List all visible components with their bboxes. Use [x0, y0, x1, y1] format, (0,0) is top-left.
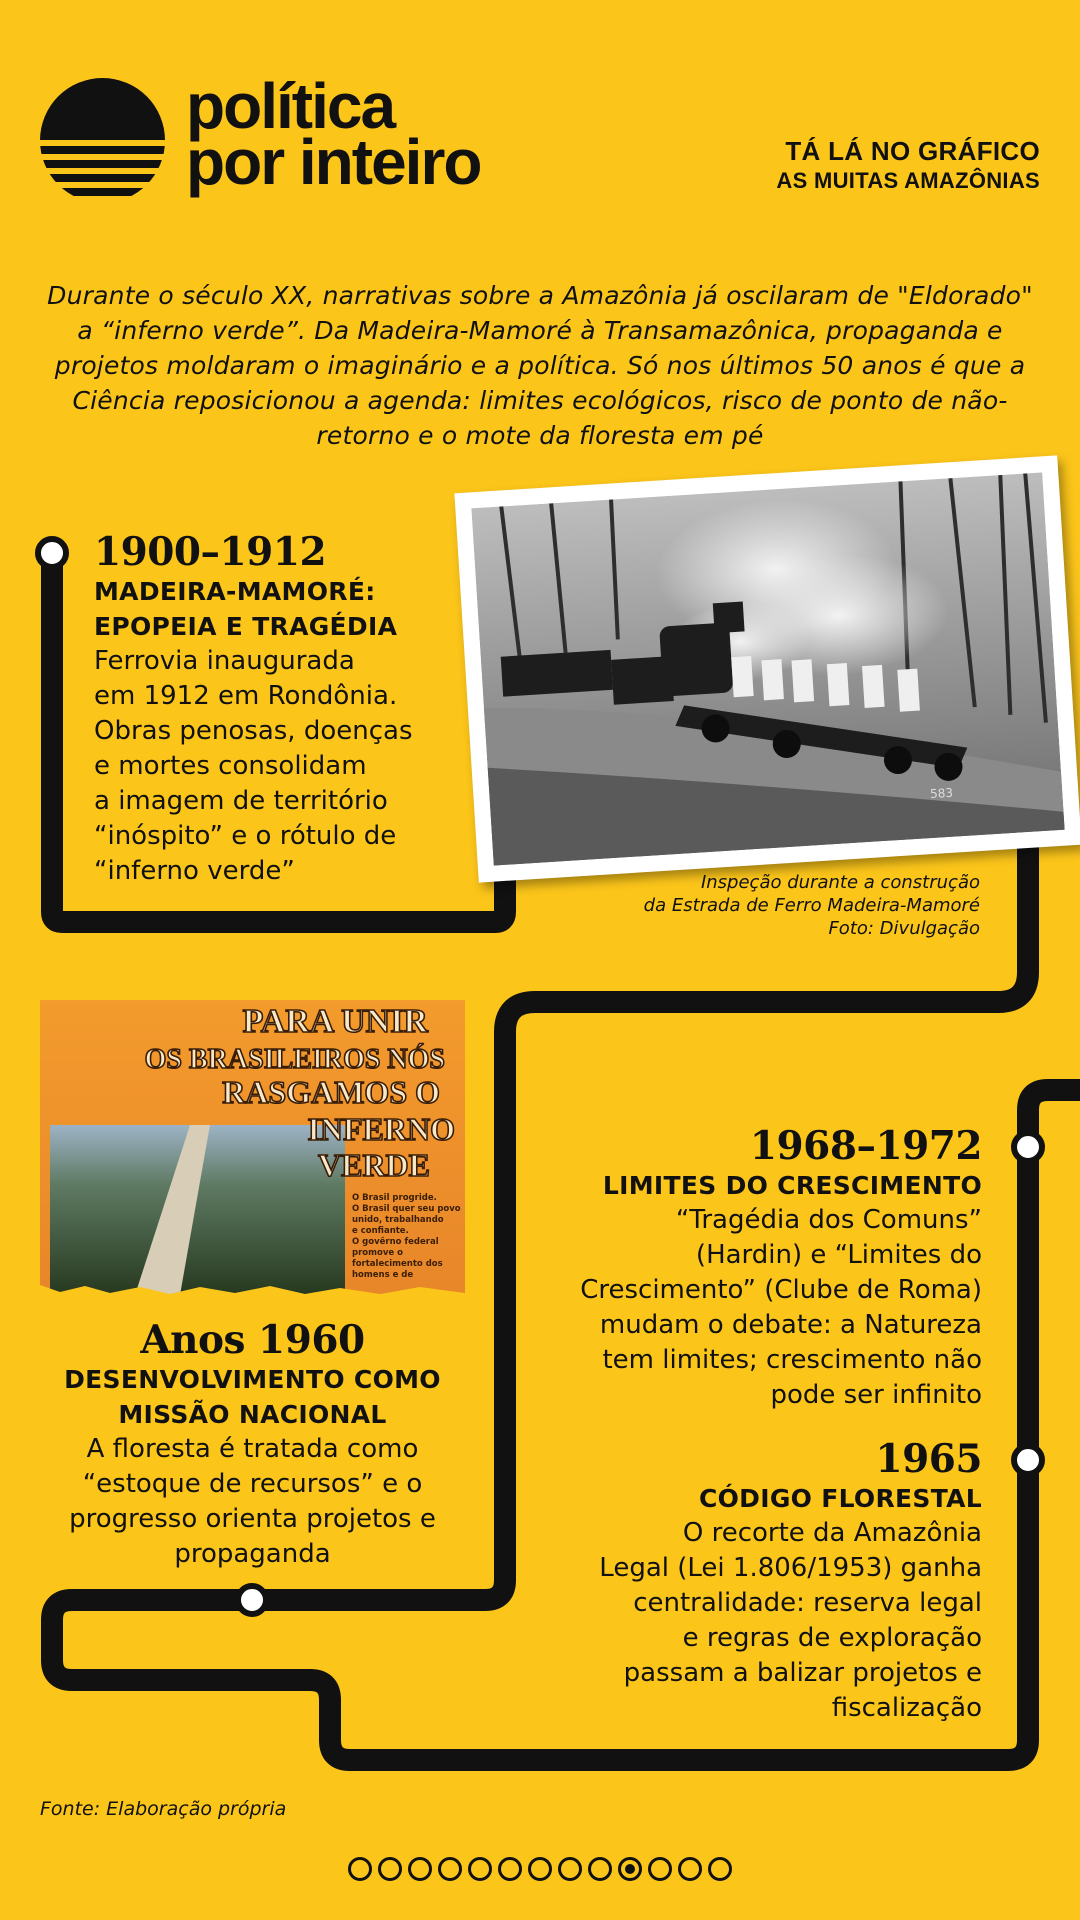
event-year: Anos 1960	[140, 1317, 365, 1363]
event-description	[520, 1203, 982, 1413]
desc-line: passam a balizar projetos e	[623, 1658, 982, 1688]
event-title: CÓDIGO FLORESTAL	[698, 1484, 982, 1513]
brand-name	[186, 70, 481, 198]
pagination-dot-7[interactable]	[528, 1857, 552, 1881]
pagination-dot-9[interactable]	[588, 1857, 612, 1881]
poster-body-4: e confiante.	[352, 1226, 409, 1236]
desc-line: (Hardin) e “Limites do	[695, 1240, 982, 1270]
desc-line: “inóspito” e o rótulo de	[94, 821, 397, 851]
desc-line: progresso orienta projetos e	[69, 1504, 436, 1534]
desc-line: “inferno verde”	[94, 856, 295, 886]
desc-line: mudam o debate: a Natureza	[599, 1310, 982, 1340]
event-1900-1912	[94, 530, 474, 889]
poster-headline-4: INFERNO	[307, 1111, 455, 1147]
desc-line: A floresta é tratada como	[86, 1434, 419, 1464]
event-title-line-2: MISSÃO NACIONAL	[118, 1400, 387, 1429]
poster-body-1: O Brasil progride.	[352, 1193, 437, 1203]
desc-line: “Tragédia dos Comuns”	[675, 1205, 982, 1235]
carousel-pagination	[348, 1857, 732, 1881]
event-description	[30, 1432, 475, 1572]
event-title-line-1: MADEIRA-MAMORÉ:	[94, 577, 376, 606]
poster-headline-1: PARA UNIR	[242, 1003, 428, 1040]
tagline-line-1: TÁ LÁ NO GRÁFICO	[785, 136, 1040, 166]
desc-line: tem limites; crescimento não	[602, 1345, 982, 1375]
desc-line: propaganda	[174, 1539, 331, 1569]
event-anos-1960	[30, 1318, 475, 1572]
tagline-line-2: AS MUITAS AMAZÔNIAS	[776, 168, 1040, 193]
caption-line-1: Inspeção durante a construção	[700, 872, 980, 893]
event-year: 1965	[875, 1436, 982, 1482]
node-1965	[1014, 1446, 1042, 1474]
node-1960	[238, 1586, 266, 1614]
event-1965	[560, 1437, 982, 1726]
poster-body-7: fortalecimento dos	[352, 1259, 443, 1269]
pagination-dot-10[interactable]	[618, 1857, 642, 1881]
source-note: Fonte: Elaboração própria	[40, 1798, 287, 1820]
event-year: 1968–1972	[749, 1123, 982, 1169]
desc-line: e regras de exploração	[682, 1623, 982, 1653]
desc-line: Legal (Lei 1.806/1953) ganha	[599, 1553, 982, 1583]
event-title-line-1: DESENVOLVIMENTO COMO	[64, 1365, 441, 1394]
pagination-dot-6[interactable]	[498, 1857, 522, 1881]
brand-line-1: política	[186, 70, 395, 142]
desc-line: a imagem de território	[94, 786, 388, 816]
pagination-dot-13[interactable]	[708, 1857, 732, 1881]
pagination-dot-5[interactable]	[468, 1857, 492, 1881]
pagination-dot-1[interactable]	[348, 1857, 372, 1881]
desc-line: e mortes consolidam	[94, 751, 367, 781]
locomotive-number: 583	[929, 785, 954, 802]
pagination-dot-4[interactable]	[438, 1857, 462, 1881]
event-year: 1900–1912	[94, 529, 327, 575]
node-1968	[1014, 1133, 1042, 1161]
event-description	[94, 644, 474, 889]
intro-text: Durante o século XX, narrativas sobre a Amazônia já oscilaram de "Eldorado" a “inferno verde”. Da Madeira-Mamoré à Transamazônica, propaganda e projetos moldaram o imaginário e a política. Só nos últimos 50 anos é que a Ciência reposicionou a agenda: limites ecológicos, risco de ponto de não-retorno e o mote da floresta em pé	[47, 281, 1033, 450]
desc-line: Obras penosas, doenças	[94, 716, 413, 746]
poster-body-2: O Brasil quer seu povo	[352, 1204, 461, 1214]
caption-line-2: da Estrada de Ferro Madeira-Mamoré	[643, 895, 980, 916]
brand-logo-icon	[40, 78, 165, 203]
poster-body-3: unido, trabalhando	[352, 1215, 444, 1225]
poster-headline-5: VERDE	[317, 1147, 430, 1183]
poster-body-8: homens e de	[352, 1270, 414, 1280]
pagination-dot-8[interactable]	[558, 1857, 582, 1881]
pagination-dot-11[interactable]	[648, 1857, 672, 1881]
desc-line: O recorte da Amazônia	[682, 1518, 982, 1548]
poster-headline-2: OS BRASILEIROS NÓS	[144, 1044, 445, 1075]
desc-line: fiscalização	[831, 1693, 982, 1723]
railway-photo-image	[471, 472, 1064, 865]
pagination-dot-12[interactable]	[678, 1857, 702, 1881]
desc-line: centralidade: reserva legal	[633, 1588, 982, 1618]
desc-line: “estoque de recursos” e o	[82, 1469, 423, 1499]
caption-line-3: Foto: Divulgação	[828, 918, 980, 939]
railway-photo	[454, 455, 1080, 882]
event-title: LIMITES DO CRESCIMENTO	[602, 1171, 982, 1200]
brand-line-2: por inteiro	[186, 126, 481, 198]
poster-body-6: promove o	[352, 1248, 403, 1258]
event-description	[560, 1516, 982, 1726]
event-title-line-2: EPOPEIA E TRAGÉDIA	[94, 612, 398, 641]
event-1968-1972	[520, 1124, 982, 1413]
section-tagline	[776, 137, 1040, 195]
pagination-dot-3[interactable]	[408, 1857, 432, 1881]
propaganda-poster-image	[40, 1000, 465, 1295]
poster-headline-3: RASGAMOS O	[222, 1074, 440, 1110]
photo-caption	[644, 871, 980, 940]
poster-body-5: O govêrno federal	[352, 1237, 439, 1247]
desc-line: Crescimento” (Clube de Roma)	[580, 1275, 982, 1305]
desc-line: pode ser infinito	[770, 1380, 982, 1410]
desc-line: Ferrovia inaugurada	[94, 646, 355, 676]
node-1900	[38, 539, 66, 567]
desc-line: em 1912 em Rondônia.	[94, 681, 398, 711]
pagination-dot-2[interactable]	[378, 1857, 402, 1881]
